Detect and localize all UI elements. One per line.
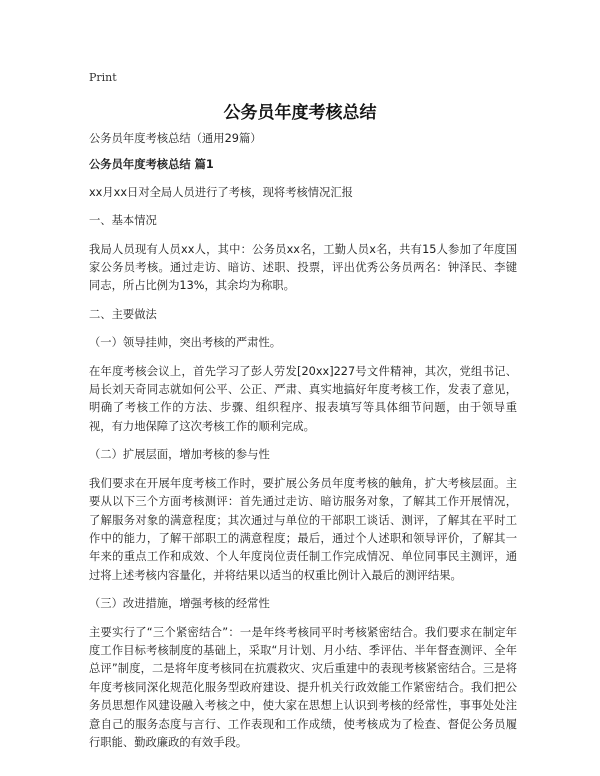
section-heading: 公务员年度考核总结 篇1 bbox=[89, 158, 214, 172]
subheading-leadership: （一）领导挂帅，突出考核的严肃性。 bbox=[89, 336, 282, 350]
paragraph-leadership: 在年度考核会议上，首先学习了彭人劳发[20xx]227号文件精神，其次，党组书记、局长刘天奇同志就如何公平、公正、严肃、真实地搞好年度考核工作，发表了意见，明确了考核工作的方法、步骤、组织程序、报表填写等具体细节问题，由于领导重视，有力地保障了这次考核工作的顺利完成。 bbox=[89, 364, 517, 433]
heading-basic-situation: 一、基本情况 bbox=[89, 214, 157, 228]
intro-paragraph: xx月xx日对全局人员进行了考核，现将考核情况汇报 bbox=[89, 185, 353, 199]
document-subtitle: 公务员年度考核总结（通用29篇） bbox=[89, 132, 262, 145]
subheading-participation: （二）扩展层面，增加考核的参与性 bbox=[89, 448, 270, 462]
subheading-improvement: （三）改进措施，增强考核的经常性 bbox=[89, 597, 270, 611]
print-label: Print bbox=[89, 71, 117, 84]
paragraph-basic-situation: 我局人员现有人员xx人，其中：公务员xx名，工勤人员x名，共有15人参加了年度国家公务员考核。通过走访、暗访、述职、投票，评出优秀公务员两名：钟泽民、李键同志，所占比例为13%，其余均为称职。 bbox=[89, 242, 517, 293]
document-body bbox=[89, 130, 517, 762]
paragraph-improvement: 主要实行了“三个紧密结合”：一是年终考核同平时考核紧密结合。我们要求在制定年度工作目标考核制度的基础上，采取“月计划、月小结、季评估、半年督查测评、全年总评”制度，二是将年度考核同在抗震救灾、灾后重建中的表现考核紧密结合。三是将年度考核同深化规范化服务型政府建设、提升机关行政效能工作紧密结合。我们把公务员思想作风建设融入考核之中，使大家在思想上认识到考核的经常性，事事处处注意自己的服务态度与言行、工作表现和工作成绩，使考核成为了检查、督促公务员履行职能、勤政廉政的有效手段。 bbox=[89, 625, 517, 749]
document-title: 公务员年度考核总结 bbox=[223, 103, 377, 123]
heading-main-practices: 二、主要做法 bbox=[89, 307, 157, 321]
paragraph-participation: 我们要求在开展年度考核工作时，要扩展公务员年度考核的触角，扩大考核层面。主要从以下三个方面考核测评：首先通过走访、暗访服务对象，了解其工作开展情况，了解服务对象的满意程度；其次通过与单位的干部职工谈话、测评，了解其在平时工作中的能力，了解干部职工的满意程度；最后，通过个人述职和领导评价，了解其一年来的重点工作和成效、个人年度岗位责任制工作完成情况、单位同事民主测评，通过将上述考核内容量化，并将结果以适当的权重比例计入最后的测评结果。 bbox=[89, 476, 517, 582]
